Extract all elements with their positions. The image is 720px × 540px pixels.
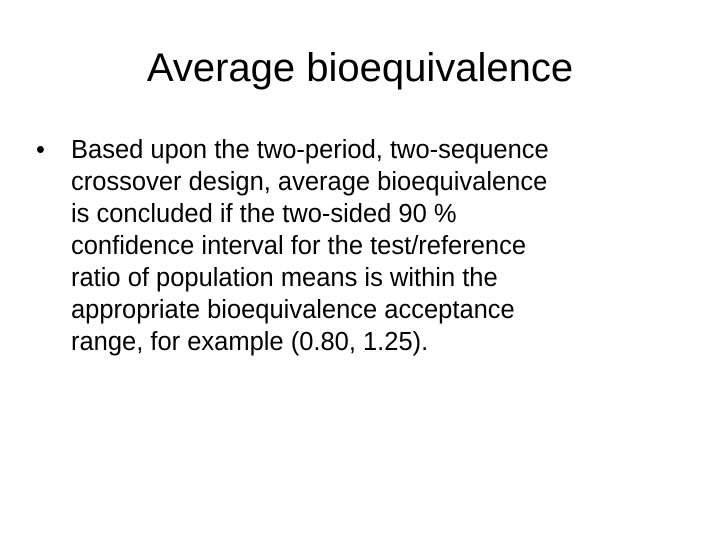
bullet-text-line: confidence interval for the test/reference xyxy=(71,232,527,260)
bullet-text-line: ratio of population means is within the xyxy=(71,264,498,292)
bullet-text-line: appropriate bioequivalence acceptance xyxy=(71,296,515,324)
bullet-list xyxy=(36,134,686,358)
bullet-item xyxy=(36,134,686,358)
bullet-text-line: Based upon the two-period, two-sequence xyxy=(71,136,549,164)
bullet-text-line: is concluded if the two-sided 90 % xyxy=(71,200,457,228)
bullet-text-line: crossover design, average bioequivalence xyxy=(71,168,548,196)
slide-title: Average bioequivalence xyxy=(146,46,574,90)
bullet-icon: • xyxy=(36,136,45,164)
bullet-text-line: range, for example (0.80, 1.25). xyxy=(71,328,429,356)
